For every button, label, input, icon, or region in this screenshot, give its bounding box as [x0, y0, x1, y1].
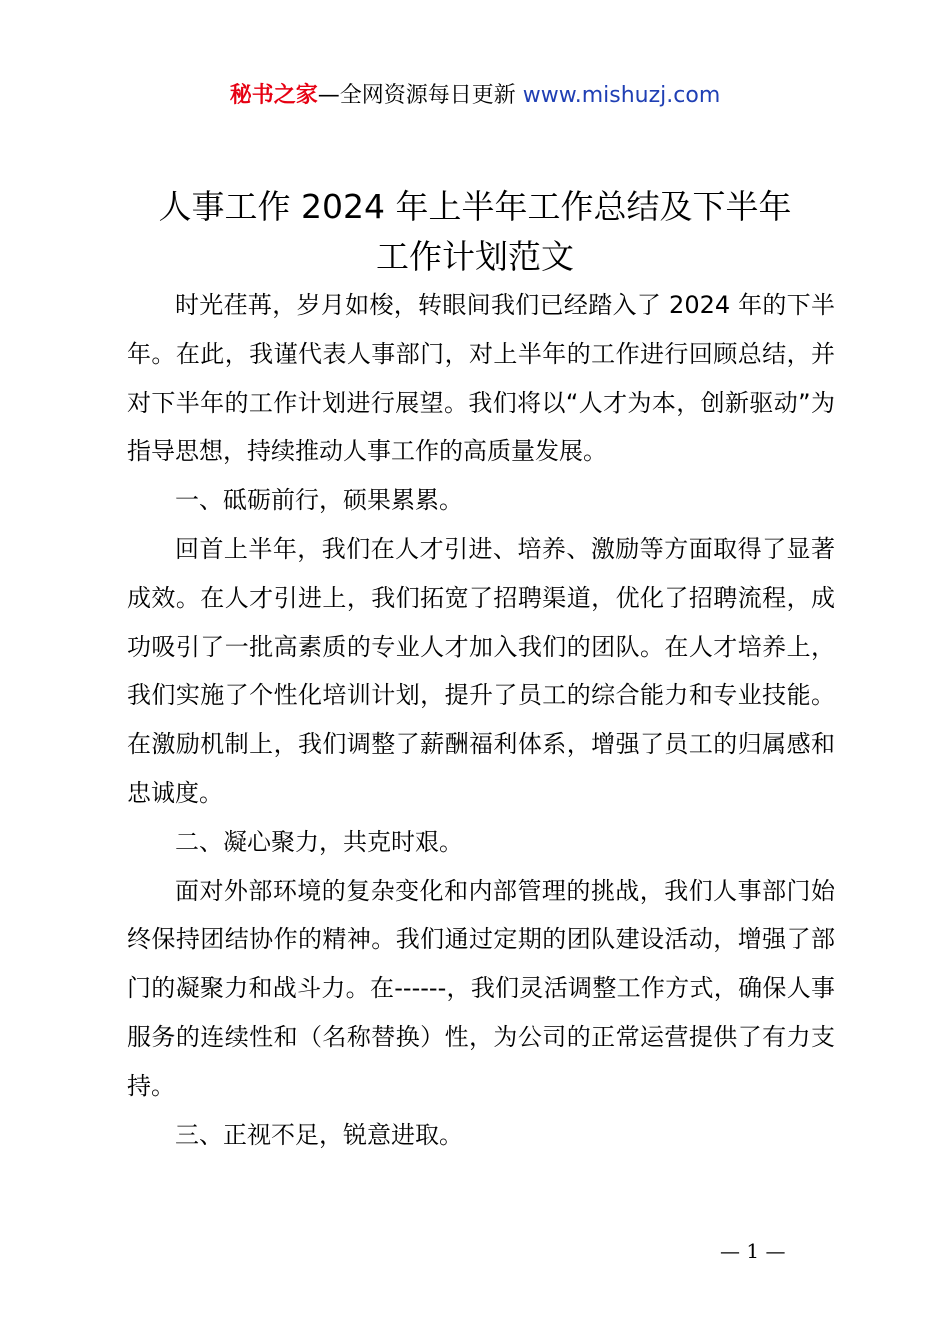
section-heading-2: 二、凝心聚力，共克时艰。 — [175, 827, 463, 856]
brand-name: 秘书之家 — [229, 83, 318, 108]
site-url-link[interactable]: www.mishuzj.com — [522, 83, 721, 108]
intro-paragraph: 时光荏苒，岁月如梭，转眼间我们已经踏入了 2024 年的下半年。在此，我谨代表人事部门，对上半年的工作进行回顾总结，并对下半年的工作计划进行展望。我们将以“人才为本，创新驱动”为指导思想，持续推动人事工作的高质量发展。 — [127, 291, 835, 466]
section-heading-3: 三、正视不足，锐意进取。 — [175, 1120, 463, 1149]
header-slogan: —全网资源每日更新 — [317, 83, 523, 108]
title-line-1: 人事工作 2024 年上半年工作总结及下半年 — [158, 187, 792, 226]
page-number: — 1 — — [720, 1239, 786, 1263]
title-line-2: 工作计划范文 — [376, 237, 574, 276]
section-paragraph-1: 回首上半年，我们在人才引进、培养、激励等方面取得了显著成效。在人才引进上，我们拓宽了招聘渠道，优化了招聘流程，成功吸引了一批高素质的专业人才加入我们的团队。在人才培养上，我们实施了个性化培训计划，提升了员工的综合能力和专业技能。在激励机制上，我们调整了薪酬福利体系，增强了员工的归属感和忠诚度。 — [127, 534, 835, 807]
section-heading-1: 一、砥砺前行，硕果累累。 — [175, 486, 463, 515]
document-title — [100, 182, 850, 282]
site-header — [0, 80, 950, 112]
section-paragraph-2: 面对外部环境的复杂变化和内部管理的挑战，我们人事部门始终保持团结协作的精神。我们通过定期的团队建设活动，增强了部门的凝聚力和战斗力。在------，我们灵活调整工作方式，确保人事服务的连续性和（名称替换）性，为公司的正常运营提供了有力支持。 — [127, 876, 835, 1100]
document-body — [127, 281, 835, 1159]
